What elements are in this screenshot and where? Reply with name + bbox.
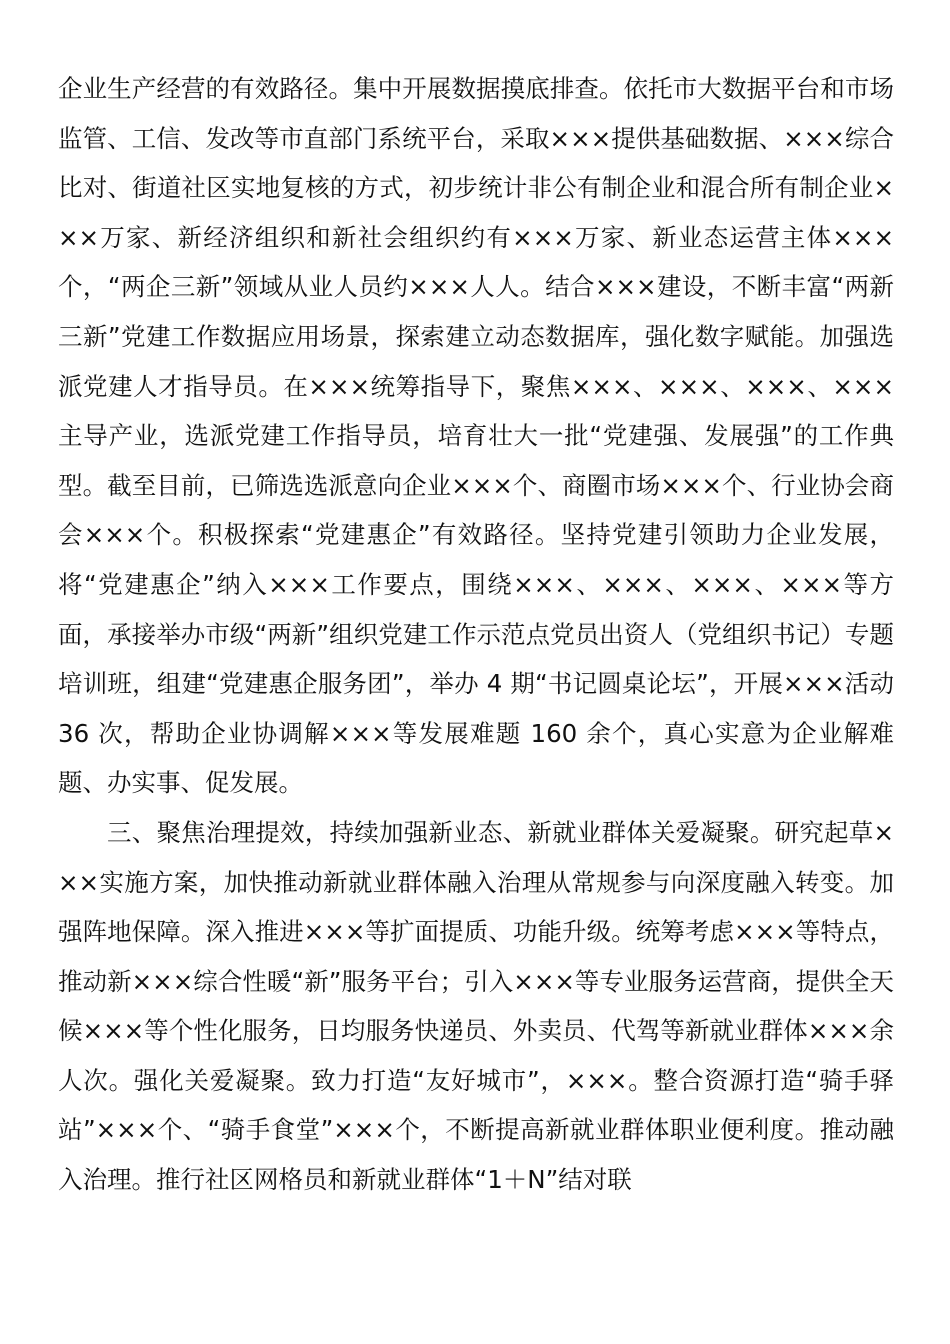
paragraph-1: 企业生产经营的有效路径。集中开展数据摸底排查。依托市大数据平台和市场监管、工信、发改等市直部门系统平台，采取×××提供基础数据、×××综合比对、街道社区实地复核的方式，初步统计非公有制企业和混合所有制企业×××万家、新经济组织和新社会组织约有×××万家、新业态运营主体×××个，“两企三新”领域从业人员约×××人人。结合×××建设，不断丰富“两新三新”党建工作数据应用场景，探索建立动态数据库，强化数字赋能。加强选派党建人才指导员。在×××统筹指导下，聚焦×××、×××、×××、×××主导产业，选派党建工作指导员，培育壮大一批“党建强、发展强”的工作典型。截至目前，已筛选选派意向企业×××个、商圈市场×××个、行业协会商会×××个。积极探索“党建惠企”有效路径。坚持党建引领助力企业发展，将“党建惠企”纳入×××工作要点，围绕×××、×××、×××、×××等方面，承接举办市级“两新”组织党建工作示范点党员出资人（党组织书记）专题培训班，组建“党建惠企服务团”，举办 4 期“书记圆桌论坛”，开展×××活动 36 次，帮助企业协调解×××等发展难题 160 余个，真心实意为企业解难题、办实事、促发展。 [58, 74, 894, 798]
document-page [58, 64, 894, 1205]
paragraph-2: 三、聚焦治理提效，持续加强新业态、新就业群体关爱凝聚。研究起草×××实施方案，加快推动新就业群体融入治理从常规参与向深度融入转变。加强阵地保障。深入推进×××等扩面提质、功能升级。统筹考虑×××等特点，推动新×××综合性暖“新”服务平台；引入×××等专业服务运营商，提供全天候×××等个性化服务，日均服务快递员、外卖员、代驾等新就业群体×××余人次。强化关爱凝聚。致力打造“友好城市”，×××。整合资源打造“骑手驿站”×××个、“骑手食堂”×××个，不断提高新就业群体职业便利度。推动融入治理。推行社区网格员和新就业群体“1＋N”结对联 [58, 817, 894, 1195]
